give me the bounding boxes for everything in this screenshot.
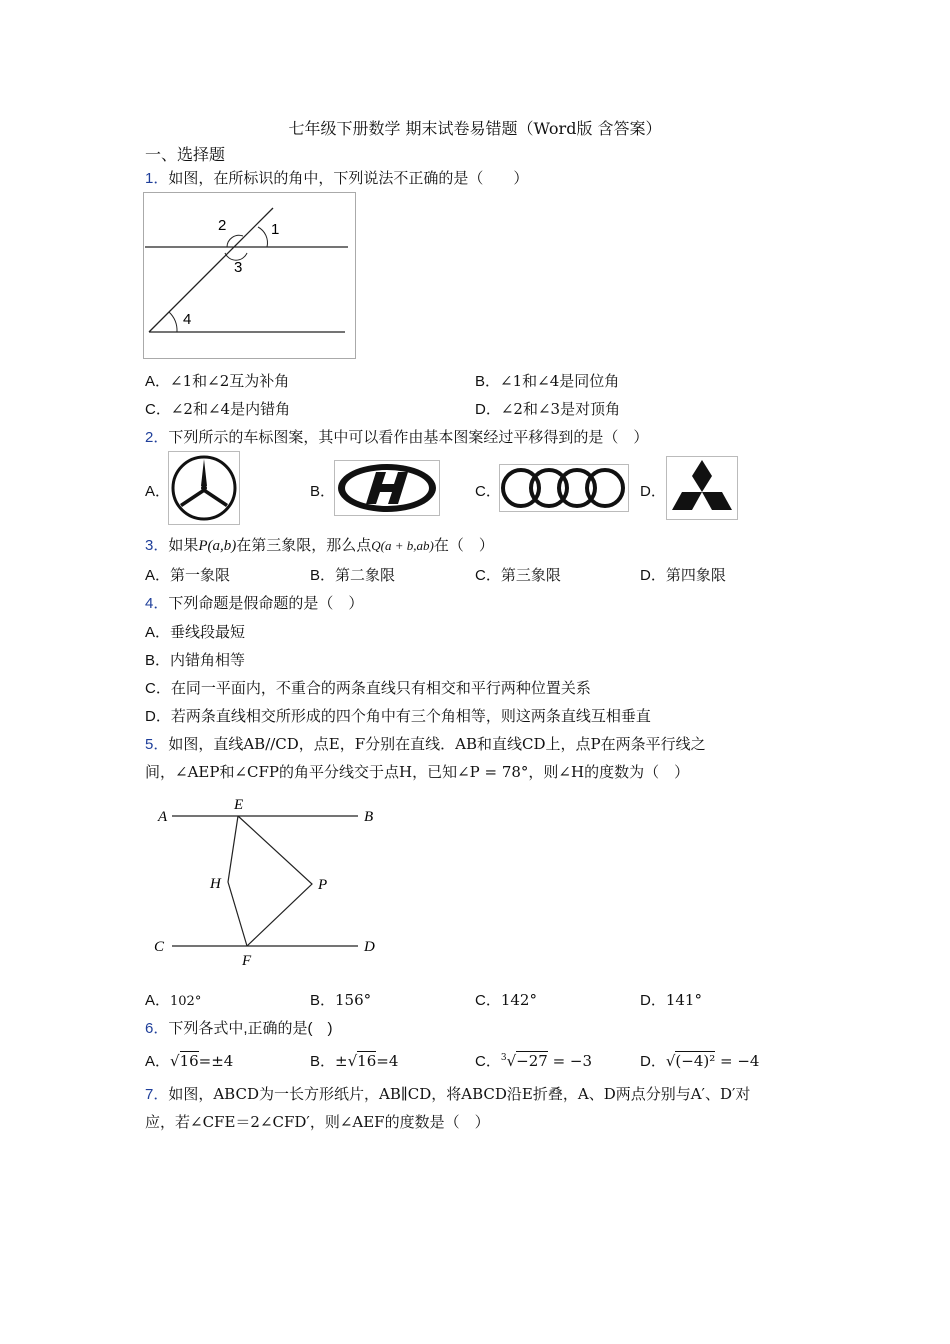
q4-option-b[interactable]: B．内错角相等	[145, 651, 246, 669]
q5-option-a[interactable]: A．102°	[145, 992, 202, 1009]
hyundai-logo-icon[interactable]	[334, 460, 440, 516]
q1-option-c[interactable]: C．∠2和∠4是内错角	[145, 400, 291, 418]
label-e: E	[234, 797, 244, 813]
label-4: 4	[183, 311, 192, 328]
question-4: 4．下列命题是假命题的是（ ）	[145, 594, 364, 612]
question-number: 1．	[145, 170, 169, 187]
question-7-line-1: 7．如图，ABCD为一长方形纸片，AB∥CD，将ABCD沿E折叠，A、D两点分别与A′、D′对	[145, 1085, 751, 1103]
q2-option-b[interactable]: B．	[310, 483, 336, 500]
q2-option-a[interactable]: A．	[145, 483, 171, 500]
label-h: H	[210, 876, 221, 892]
question-3: 3．如果P(a,b)在第三象限，那么点Q(a + b,ab)在（ ）	[145, 536, 494, 554]
radical-icon: √	[665, 1052, 676, 1070]
radical-icon: √	[170, 1052, 180, 1070]
q3-option-a[interactable]: A．第一象限	[145, 566, 231, 584]
question-text: 如图，在所标识的角中，下列说法不正确的是（ ）	[168, 169, 529, 187]
question-2: 2．下列所示的车标图案，其中可以看作由基本图案经过平移得到的是（ ）	[145, 428, 649, 446]
angle-4-arc	[169, 312, 177, 332]
q3-option-b[interactable]: B．第二象限	[310, 566, 396, 584]
q6-option-a[interactable]: A．√16=±4	[145, 1052, 234, 1070]
label-c: C	[154, 939, 165, 955]
label-p: P	[318, 877, 328, 893]
audi-logo-icon[interactable]	[499, 464, 629, 512]
q3-option-c[interactable]: C．第三象限	[475, 566, 561, 584]
q6-option-d[interactable]: D．√(−4)² = −4	[640, 1052, 760, 1070]
q2-option-d[interactable]: D．	[640, 483, 666, 500]
q6-option-b[interactable]: B．±√16=4	[310, 1052, 399, 1070]
path-epf	[238, 816, 312, 946]
radical-icon: √	[347, 1052, 358, 1070]
q4-option-a[interactable]: A．垂线段最短	[145, 623, 246, 641]
q2-option-c[interactable]: C．	[475, 483, 501, 500]
question-7-line-2: 应，若∠CFE＝2∠CFD′，则∠AEF的度数是（ ）	[145, 1113, 490, 1131]
point-q: Q(a + b,ab)	[371, 538, 434, 553]
label-b: B	[364, 809, 374, 825]
label-f: F	[242, 953, 252, 969]
label-3: 3	[234, 259, 243, 276]
page-title: 七年级下册数学 期末试卷易错题（Word版 含答案）	[288, 119, 662, 138]
question-5-line-2: 间，∠AEP和∠CFP的角平分线交于点H，已知∠P = 78°，则∠H的度数为（ ）	[145, 763, 690, 781]
section-heading: 一、选择题	[145, 145, 226, 164]
question-1	[145, 167, 528, 188]
q5-option-b[interactable]: B．156°	[310, 991, 372, 1009]
path-ehf	[228, 816, 247, 946]
point-p: P(a,b)	[198, 538, 237, 554]
q3-option-d[interactable]: D．第四象限	[640, 566, 726, 584]
figure-q5-parallel-lines	[150, 790, 390, 975]
q1-option-a[interactable]: A．∠1和∠2互为补角	[145, 372, 290, 390]
q4-option-c[interactable]: C．在同一平面内，不重合的两条直线只有相交和平行两种位置关系	[145, 679, 591, 697]
q4-option-d[interactable]: D．若两条直线相交所形成的四个角中有三个角相等，则这两条直线互相垂直	[145, 707, 651, 725]
figure-q1-angles	[143, 192, 357, 360]
figure-frame	[144, 193, 356, 359]
radical-icon: √	[506, 1052, 517, 1070]
q6-option-c[interactable]: C．$^3$√−27 = −3	[475, 1052, 593, 1070]
label-a: A	[158, 809, 168, 825]
label-1: 1	[271, 221, 280, 238]
q1-option-d[interactable]: D．∠2和∠3是对顶角	[475, 400, 621, 418]
mitsubishi-logo-icon[interactable]	[666, 456, 738, 520]
label-2: 2	[218, 217, 227, 234]
transversal	[149, 208, 273, 332]
mercedes-logo-icon[interactable]	[168, 451, 240, 525]
angle-1-arc	[258, 227, 267, 247]
question-6: 6．下列各式中,正确的是( )	[145, 1020, 333, 1037]
label-d: D	[364, 939, 375, 955]
q5-option-c[interactable]: C．142°	[475, 991, 537, 1009]
q1-option-b[interactable]: B．∠1和∠4是同位角	[475, 372, 620, 390]
question-5-line-1: 5．如图，直线AB//CD，点E，F分别在直线．AB和直线CD上，点P在两条平行线之	[145, 735, 706, 753]
q5-option-d[interactable]: D．141°	[640, 991, 702, 1009]
